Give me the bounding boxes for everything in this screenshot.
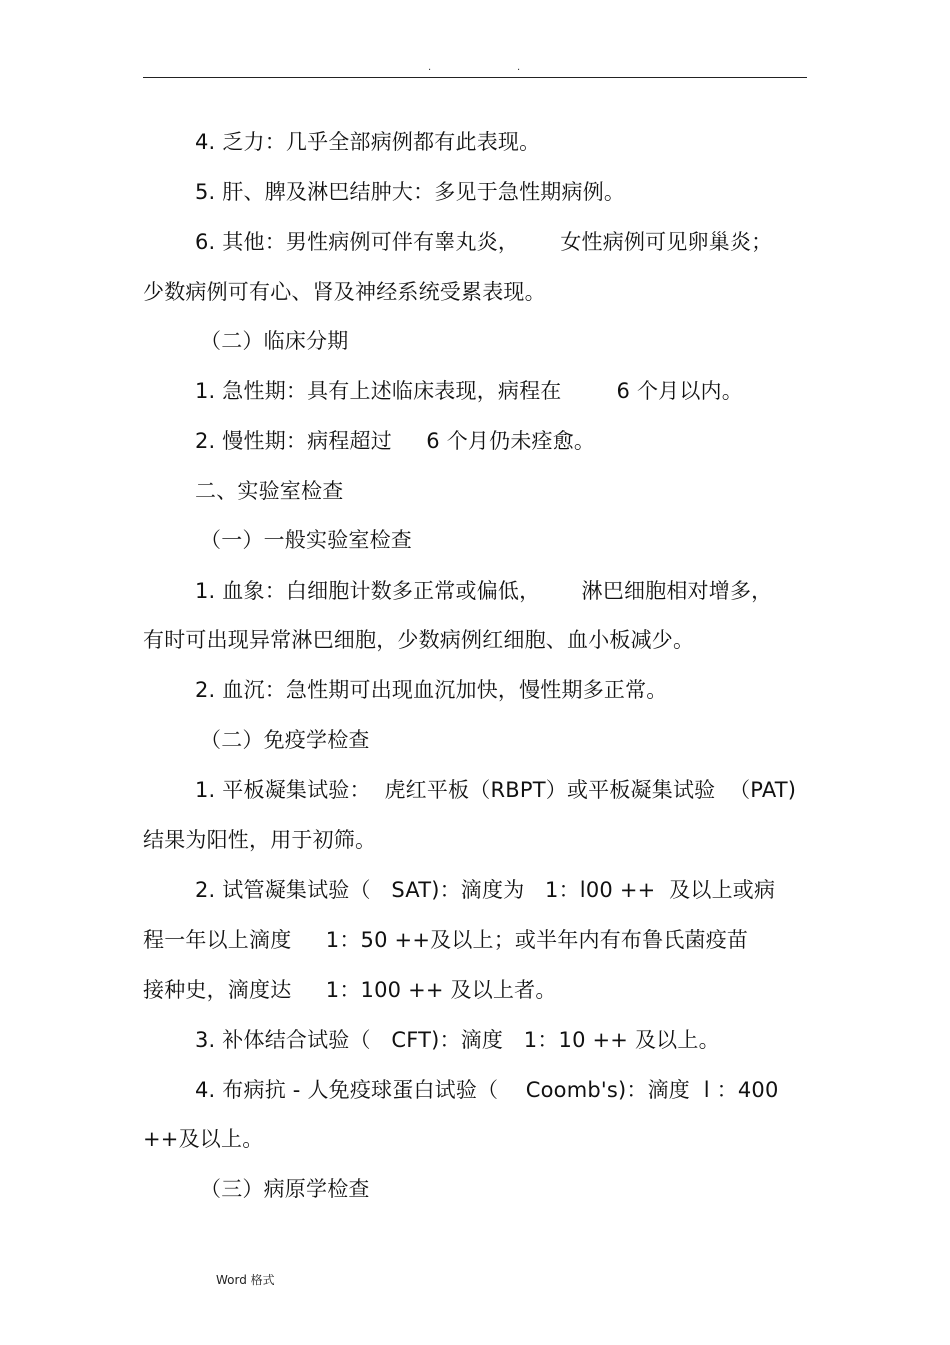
section-heading: （一）一般实验室检查 <box>200 528 412 552</box>
paragraph-line: 有时可出现异常淋巴细胞，少数病例红细胞、血小板减少。 <box>143 628 695 652</box>
paragraph-line: 程一年以上滴度 1：50 ++及以上；或半年内有布鲁氏菌疫苗 <box>143 928 749 952</box>
paragraph-line: 1. 急性期：具有上述临床表现，病程在 6 个月以内。 <box>195 379 743 403</box>
section-heading: （二）免疫学检查 <box>200 728 370 752</box>
paragraph-line: 6. 其他：男性病例可伴有睾丸炎， 女性病例可见卵巢炎； <box>195 230 773 254</box>
paragraph-line: ++及以上。 <box>143 1127 264 1151</box>
page-footer: Word 格式 <box>216 1273 275 1287</box>
header-dot-right: . <box>517 62 521 73</box>
paragraph-line: 结果为阳性，用于初筛。 <box>143 828 377 852</box>
page-header <box>0 62 950 74</box>
header-rule <box>143 77 807 78</box>
header-dot-left: . <box>428 62 432 73</box>
paragraph-line: 1. 平板凝集试验： 虎红平板（RBPT）或平板凝集试验 （PAT) <box>195 778 797 802</box>
paragraph-line: 2. 血沉：急性期可出现血沉加快，慢性期多正常。 <box>195 678 668 702</box>
paragraph-line: 1. 血象：白细胞计数多正常或偏低， 淋巴细胞相对增多， <box>195 579 773 603</box>
paragraph-line: 接种史，滴度达 1：100 ++ 及以上者。 <box>143 978 557 1002</box>
section-heading: （三）病原学检查 <box>200 1177 370 1201</box>
paragraph-line: 4. 布病抗 - 人免疫球蛋白试验（ Coomb's)：滴度 l ：400 <box>195 1078 779 1102</box>
paragraph-line: 5. 肝、脾及淋巴结肿大：多见于急性期病例。 <box>195 180 626 204</box>
paragraph-line: 2. 试管凝集试验（ SAT)：滴度为 1：l00 ++ 及以上或病 <box>195 878 776 902</box>
section-heading: （二）临床分期 <box>200 329 349 353</box>
paragraph-line: 2. 慢性期：病程超过 6 个月仍未痊愈。 <box>195 429 596 453</box>
section-heading: 二、实验室检查 <box>195 479 344 503</box>
paragraph-line: 少数病例可有心、肾及神经系统受累表现。 <box>143 280 546 304</box>
paragraph-line: 3. 补体结合试验（ CFT)：滴度 1：10 ++ 及以上。 <box>195 1028 720 1052</box>
paragraph-line: 4. 乏力：几乎全部病例都有此表现。 <box>195 130 541 154</box>
